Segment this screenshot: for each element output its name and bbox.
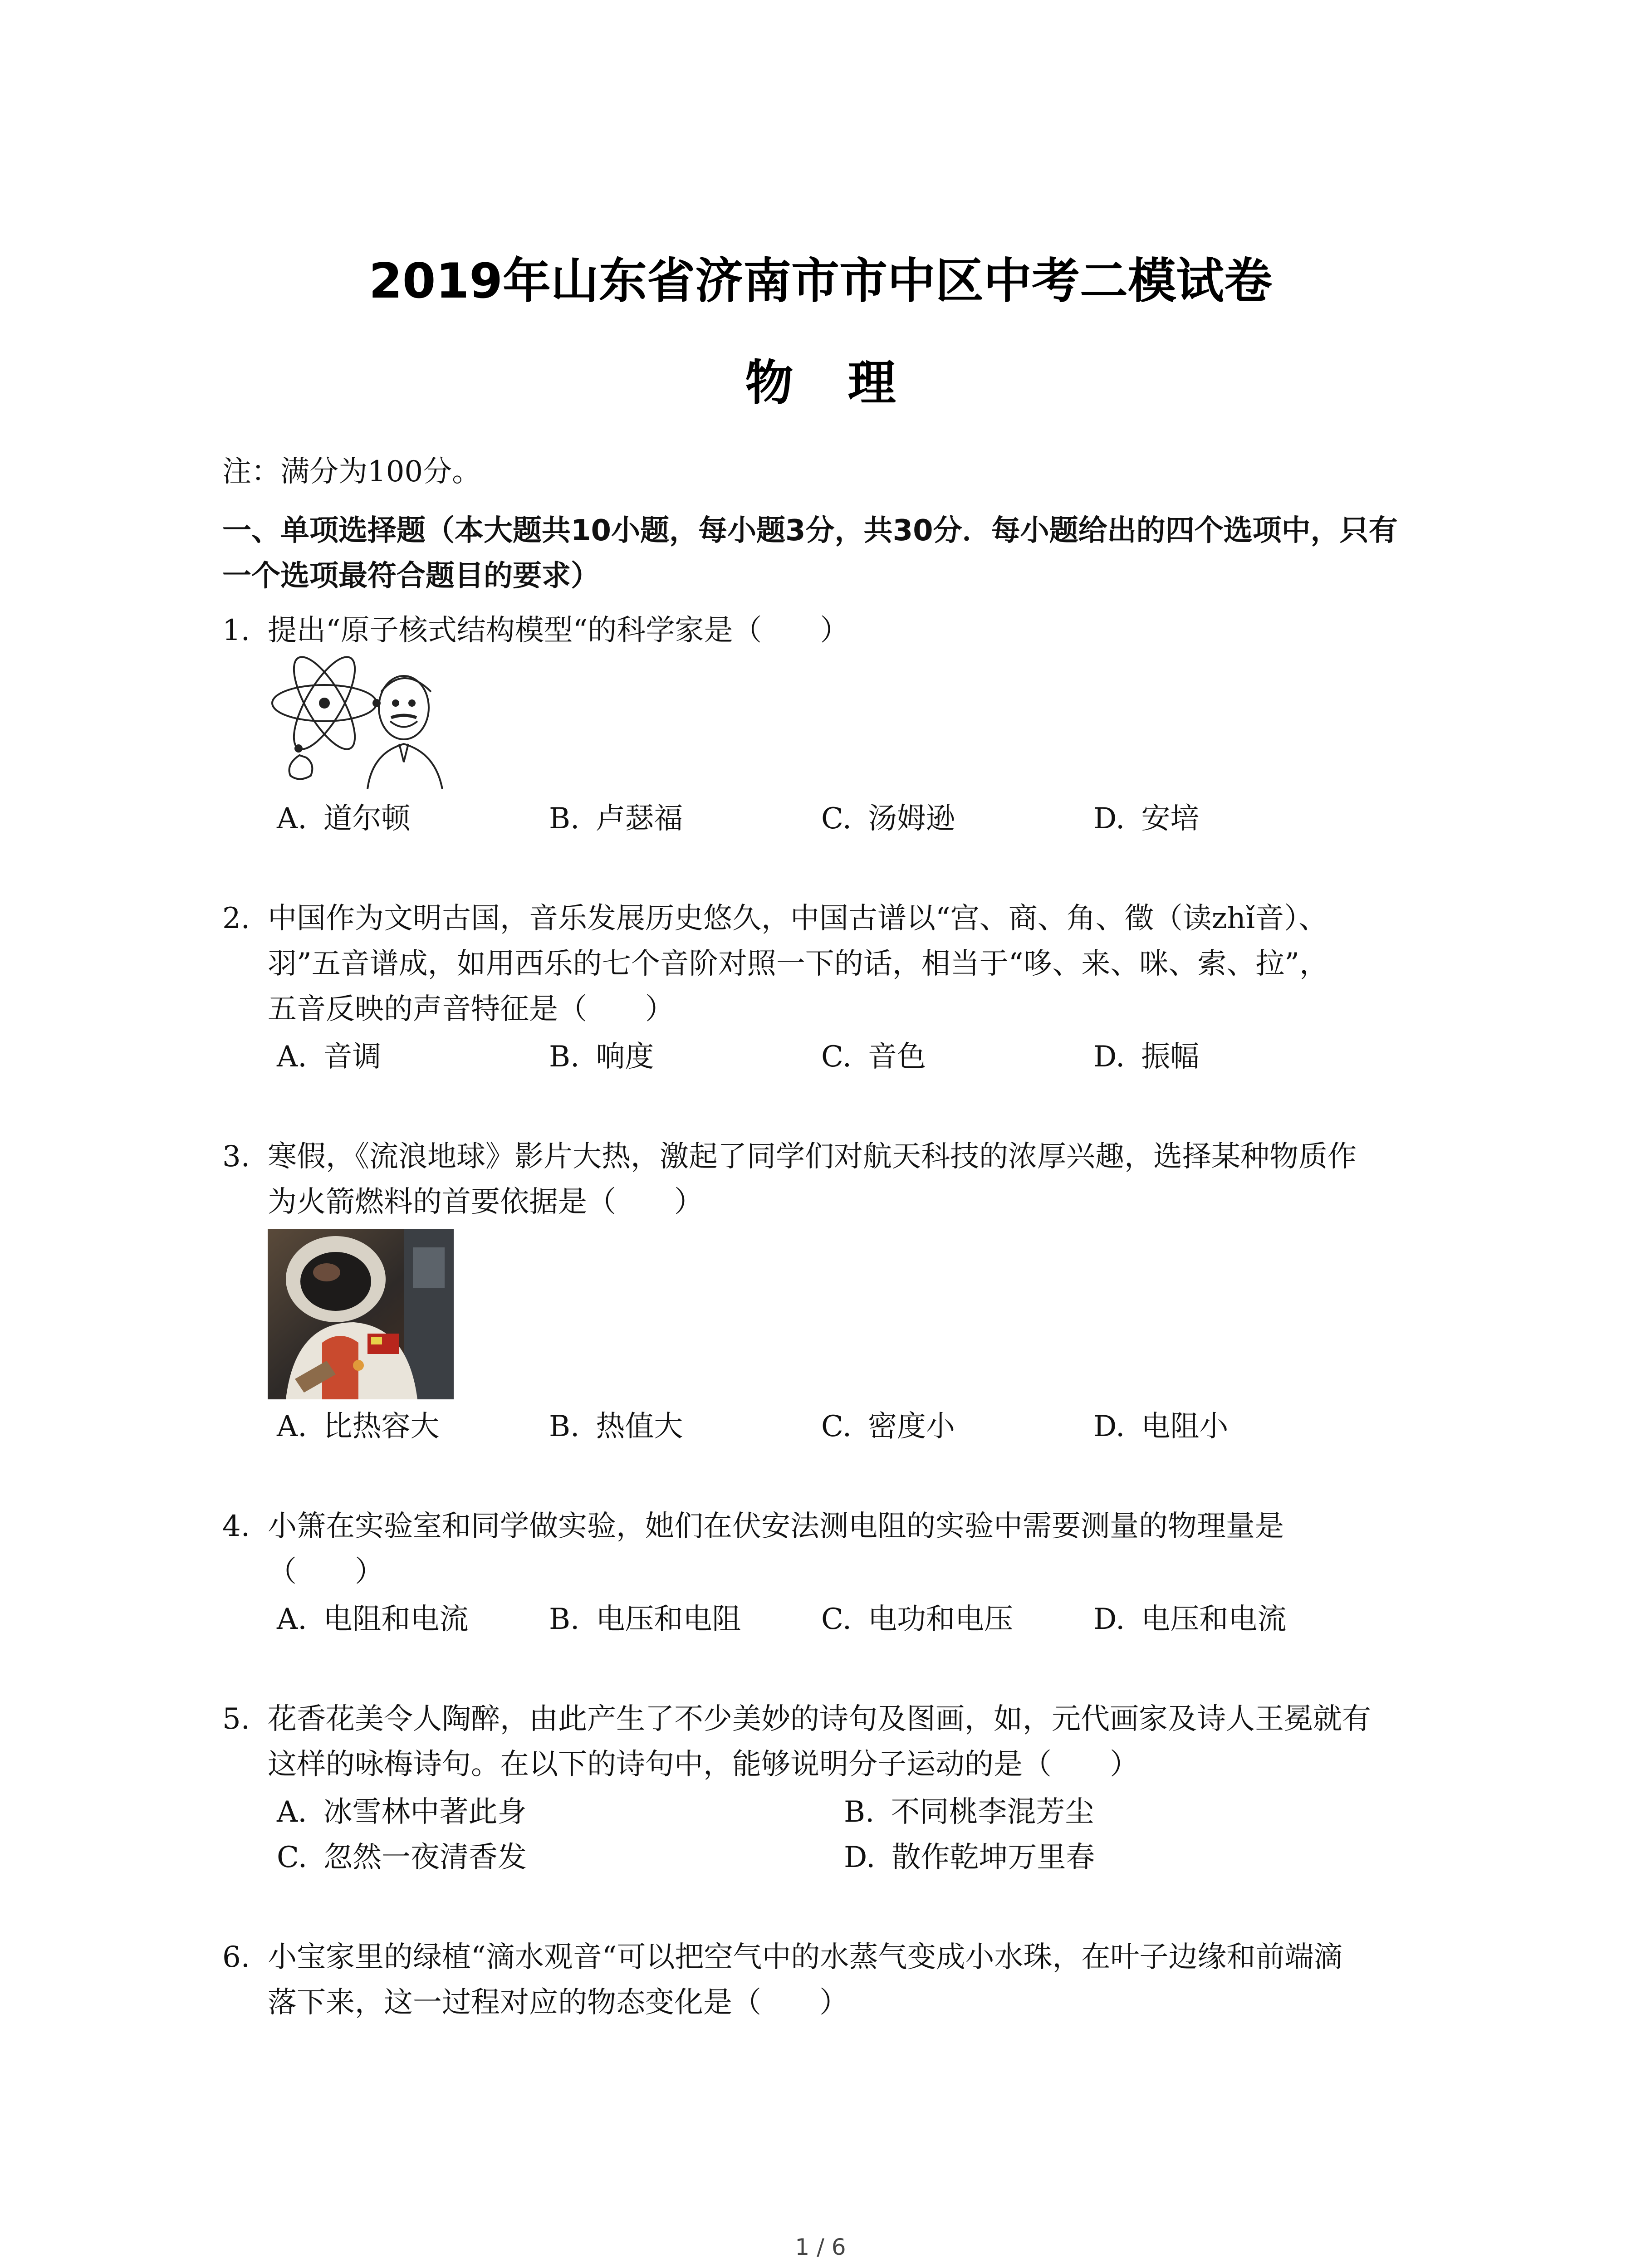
option-d[interactable] bbox=[1093, 1597, 1286, 1642]
option-letter: B. bbox=[844, 1795, 875, 1829]
option-a[interactable] bbox=[277, 1597, 469, 1642]
option-letter: D. bbox=[844, 1841, 876, 1874]
option-text: 音色 bbox=[868, 1040, 926, 1074]
question-text: 为火箭燃料的首要依据是（ ） bbox=[268, 1185, 703, 1219]
astronaut-photo bbox=[268, 1229, 454, 1399]
page-number: 1 / 6 bbox=[795, 2234, 846, 2260]
option-c[interactable] bbox=[821, 796, 955, 841]
option-a[interactable] bbox=[277, 1404, 440, 1449]
option-letter: A. bbox=[277, 802, 307, 836]
option-text: 热值大 bbox=[596, 1410, 683, 1443]
option-letter: B. bbox=[549, 1040, 580, 1074]
option-d[interactable] bbox=[1093, 1034, 1199, 1080]
option-letter: C. bbox=[821, 802, 852, 836]
question-number: 4. bbox=[222, 1510, 250, 1543]
option-letter: B. bbox=[549, 1603, 580, 1636]
option-text: 电阻和电流 bbox=[323, 1603, 469, 1636]
option-b[interactable] bbox=[549, 1034, 654, 1080]
option-letter: D. bbox=[1093, 802, 1125, 836]
question-number: 3. bbox=[222, 1140, 250, 1173]
option-letter: C. bbox=[821, 1040, 852, 1074]
option-d[interactable] bbox=[1093, 796, 1199, 841]
option-letter: A. bbox=[277, 1040, 307, 1074]
option-text: 卢瑟福 bbox=[596, 802, 683, 836]
option-d[interactable] bbox=[1093, 1404, 1228, 1449]
question-text: 羽”五音谱成，如用西乐的七个音阶对照一下的话，相当于“哆、来、咪、索、拉”， bbox=[268, 947, 1329, 981]
option-b[interactable] bbox=[844, 1789, 1094, 1835]
option-c[interactable] bbox=[821, 1404, 955, 1449]
option-text: 振幅 bbox=[1141, 1040, 1200, 1074]
option-b[interactable] bbox=[549, 796, 683, 841]
option-a[interactable] bbox=[277, 796, 411, 841]
option-text: 电阻小 bbox=[1141, 1410, 1229, 1443]
option-text: 道尔顿 bbox=[323, 802, 411, 836]
option-b[interactable] bbox=[549, 1597, 741, 1642]
question-text: 花香花美令人陶醉，由此产生了不少美妙的诗句及图画，如，元代画家及诗人王冕就有 bbox=[268, 1702, 1371, 1736]
option-text: 散作乾坤万里春 bbox=[892, 1841, 1095, 1874]
option-letter: B. bbox=[549, 1410, 580, 1443]
option-letter: C. bbox=[821, 1410, 852, 1443]
question-text: （ ） bbox=[268, 1555, 384, 1589]
option-text: 电压和电阻 bbox=[596, 1603, 741, 1636]
question-number: 5. bbox=[222, 1702, 250, 1736]
question-number: 1. bbox=[222, 614, 250, 647]
score-note: 注：满分为100分。 bbox=[222, 455, 481, 489]
option-text: 不同桃李混芳尘 bbox=[891, 1795, 1094, 1829]
question-number: 6. bbox=[222, 1941, 250, 1974]
option-c[interactable] bbox=[277, 1835, 527, 1880]
option-text: 响度 bbox=[596, 1040, 654, 1074]
option-b[interactable] bbox=[549, 1404, 683, 1449]
subject-title: 物理 bbox=[745, 355, 950, 411]
question-text: 寒假，《流浪地球》影片大热，激起了同学们对航天科技的浓厚兴趣，选择某种物质作 bbox=[268, 1140, 1357, 1173]
option-letter: B. bbox=[549, 802, 580, 836]
option-text: 比热容大 bbox=[323, 1410, 440, 1443]
option-d[interactable] bbox=[844, 1835, 1095, 1880]
question-text: 小箫在实验室和同学做实验，她们在伏安法测电阻的实验中需要测量的物理量是 bbox=[268, 1510, 1284, 1543]
option-text: 密度小 bbox=[868, 1410, 955, 1443]
option-letter: D. bbox=[1093, 1410, 1125, 1443]
question-text: 五音反映的声音特征是（ ） bbox=[268, 992, 674, 1026]
option-a[interactable] bbox=[277, 1034, 382, 1080]
section-heading-line2: 一个选项最符合题目的要求） bbox=[222, 559, 600, 593]
option-text: 冰雪林中著此身 bbox=[323, 1795, 527, 1829]
option-text: 电功和电压 bbox=[868, 1603, 1014, 1636]
option-text: 汤姆逊 bbox=[868, 802, 955, 836]
option-letter: C. bbox=[821, 1603, 852, 1636]
question-text: 中国作为文明古国，音乐发展历史悠久，中国古谱以“宫、商、角、徵（读zhǐ音）、 bbox=[268, 902, 1328, 935]
option-c[interactable] bbox=[821, 1034, 926, 1080]
option-letter: A. bbox=[277, 1410, 307, 1443]
question-text: 小宝家里的绿植“滴水观音“可以把空气中的水蒸气变成小水珠，在叶子边缘和前端滴 bbox=[268, 1941, 1343, 1974]
rutherford-atom-illustration bbox=[268, 653, 445, 789]
option-text: 安培 bbox=[1141, 802, 1200, 836]
option-letter: A. bbox=[277, 1603, 307, 1636]
option-a[interactable] bbox=[277, 1789, 527, 1835]
option-text: 忽然一夜清香发 bbox=[323, 1841, 527, 1874]
option-letter: D. bbox=[1093, 1040, 1125, 1074]
option-text: 音调 bbox=[323, 1040, 382, 1074]
option-letter: A. bbox=[277, 1795, 307, 1829]
question-text: 落下来，这一过程对应的物态变化是（ ） bbox=[268, 1986, 848, 2019]
option-letter: D. bbox=[1093, 1603, 1125, 1636]
section-heading-line1: 一、单项选择题（本大题共10小题，每小题3分，共30分．每小题给出的四个选项中，只有 bbox=[222, 514, 1398, 547]
question-text: 这样的咏梅诗句。在以下的诗句中，能够说明分子运动的是（ ） bbox=[268, 1748, 1139, 1781]
option-text: 电压和电流 bbox=[1141, 1603, 1287, 1636]
question-number: 2. bbox=[222, 902, 250, 935]
option-letter: C. bbox=[277, 1841, 308, 1874]
option-c[interactable] bbox=[821, 1597, 1013, 1642]
question-text: 提出“原子核式结构模型“的科学家是（ ） bbox=[268, 614, 849, 647]
exam-title: 2019年山东省济南市市中区中考二模试卷 bbox=[368, 253, 1273, 309]
